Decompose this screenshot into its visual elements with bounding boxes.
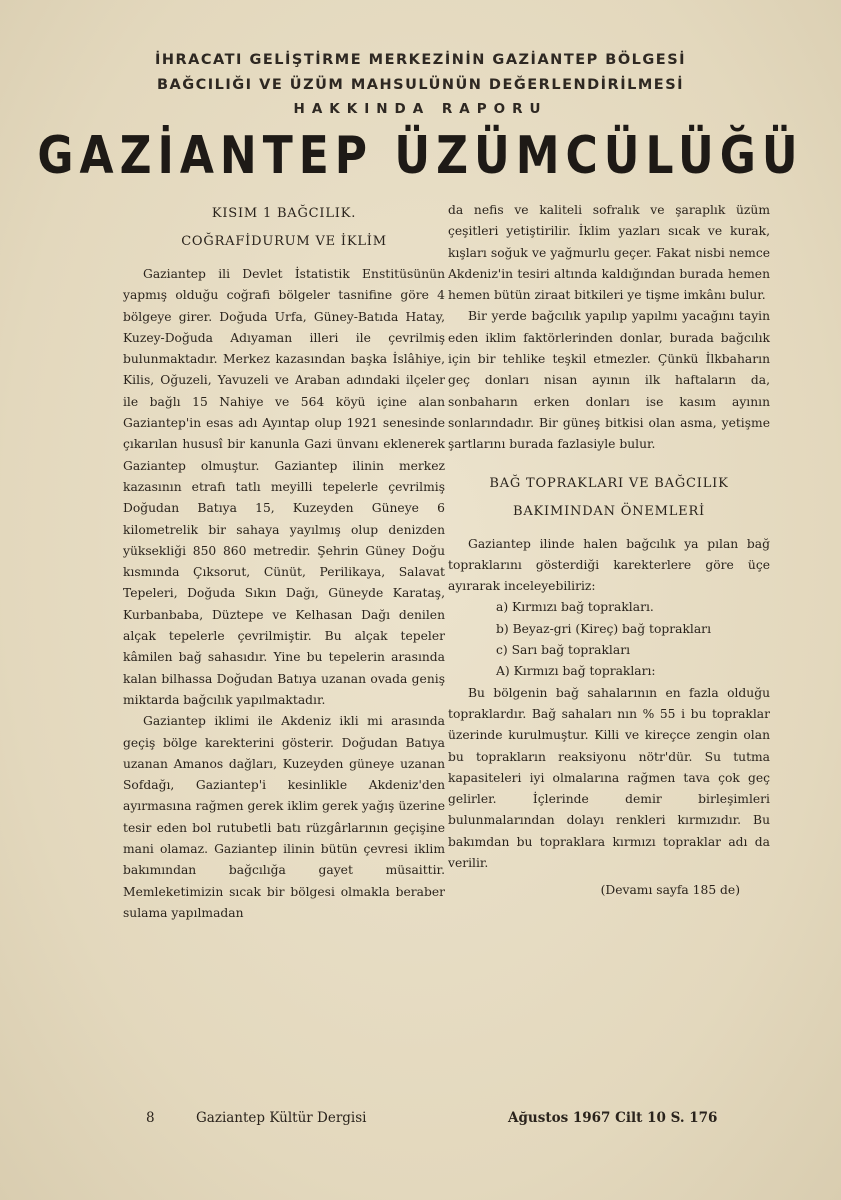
- subsection-heading: BAĞ TOPRAKLARI VE BAĞCILIK: [489, 475, 729, 491]
- paragraph: Gaziantep iklimi ile Akdeniz ikli mi arasında geçiş bölge karekterini gösterir. Doğudan Batıya uzanan Amanos dağları, Kuzeyden güneye uzanan Sofdağı, Gaziantep'i kesinlikle Akdeniz'den ayırmasına rağmen gerek iklim gerek yağış üzerine tesir eden bol rutubetli batı rüzgârlarının geçişine mani olamaz. Gaziantep ilinin bütün çevresi iklim bakımından bağcılığa gayet müsaittir. Memleketimizin sıcak bir bölgesi olmakla beraber sulama yapılmadan: [123, 714, 445, 920]
- list-item: a) Kırmızı bağ toprakları.: [496, 600, 654, 615]
- right-column: [448, 200, 770, 902]
- header-line-3: HAKKINDA RAPORU: [293, 101, 548, 117]
- paragraph: Gaziantep ilinde halen bağcılık ya pılan bağ topraklarını gösterdiği karekterlere göre üçe ayırarak inceleyebiliriz:: [448, 536, 770, 594]
- list-item: A) Kırmızı bağ toprakları:: [496, 664, 656, 679]
- paragraph: Bu bölgenin bağ sahalarının en fazla olduğu topraklardır. Bağ sahaları nın % 55 i bu topraklar üzerinde kurulmuştur. Killi ve kireçce zengin olan bu toprakların reaksiyonu nötr'dür. Su tutma kapasiteleri iyi olmalarına rağmen tava çok geç gelirler. İçlerinde demir birleşimleri bulunmalarından dolayı renkleri kırmızıdır. Bu bakımdan bu topraklara kırmızı topraklar adı da verilir.: [448, 685, 770, 871]
- article-title: GAZİANTEP ÜZÜMCÜLÜĞÜ: [37, 126, 804, 187]
- section-heading: KISIM 1 BAĞCILIK.: [211, 206, 357, 221]
- continued-note: (Devamı sayfa 185 de): [600, 883, 740, 898]
- subsection-heading: BAKIMINDAN ÖNEMLERİ: [512, 503, 705, 519]
- paragraph: Gaziantep ili Devlet İstatistik Enstitüsünün yapmış olduğu coğrafi bölgeler tasnifine göre 4 bölgeye girer. Doğuda Urfa, Güney-Batıda Hatay, Kuzey-Doğuda Adıyaman illeri ile çevrilmiş bulunmaktadır. Merkez kazasından başka İslâhiye, Kilis, Oğuzeli, Yavuzeli ve Araban adındaki ilçeler ile bağlı 15 Nahiye ve 564 köyü içine alan Gaziantep'in esas adı Ayıntap olup 1921 senesinde çıkarılan hususî bir kanunla Gazi ünvanı eklenerek Gaziantep olmuştur. Gaziantep ilinin merkez kazasının etrafı tatlı meyilli tepelerle çevrilmiş Doğudan Batıya 15, Kuzeyden Güneye 6 kilometrelik bir sahaya yayılmış olup denizden yüksekliği 850 860 metredir. Şehrin Güney Doğu kısmında Çıksorut, Cünüt, Perilikaya, Salavat Tepeleri, Doğuda Sıkın Dağı, Güneyde Karataş, Kurbanbaba, Düztepe ve Kelhasan Dağı denilen alçak tepelerle çevrilmiştir. Bu alçak tepeler kâmilen bağ sahasıdır. Yine bu tepelerin arasında kalan bilhassa Doğudan Batıya uzanan ovada geniş miktarda bağcılık yapılmaktadır.: [123, 267, 445, 707]
- paragraph: Bir yerde bağcılık yapılıp yapılmı yacağını tayin eden iklim faktörlerinden donlar, burada bağcılık için bir tehlike teşkil etmezler. Çünkü İlkbaharın geç donları nisan ayının ilk haftaların da, sonbaharın erken donları ise kasım ayının sonlarındadır. Bir güneş bitkisi olan asma, yetişme şartlarını burada fazlasiyle bulur.: [448, 309, 770, 452]
- left-column: [123, 200, 445, 924]
- header-line-1: İHRACATI GELİŞTİRME MERKEZİNİN GAZİANTEP BÖLGESİ: [154, 52, 687, 68]
- subsection-heading: COĞRAFİDURUM VE İKLİM: [181, 234, 387, 249]
- paragraph: da nefis ve kaliteli sofralık ve şaraplık üzüm çeşitleri yetiştirilir. İklim yazları sıcak ve kurak, kışları soğuk ve yağmurlu geçer. Fakat nisbi nemce Akdeniz'in tesiri altında kaldığından burada hemen hemen bütün ziraat bitkileri ye tişme imkânı bulur.: [448, 203, 770, 303]
- page-number: 8: [146, 1110, 155, 1126]
- magazine-name: Gaziantep Kültür Dergisi: [196, 1110, 367, 1126]
- list-item: b) Beyaz-gri (Kireç) bağ toprakları: [496, 621, 711, 636]
- list-item: c) Sarı bağ toprakları: [496, 643, 631, 658]
- issue-info: Ağustos 1967 Cilt 10 S. 176: [508, 1110, 718, 1126]
- header-line-2: BAĞCILIĞI VE ÜZÜM MAHSULÜNÜN DEĞERLENDİRİLMESİ: [156, 77, 685, 93]
